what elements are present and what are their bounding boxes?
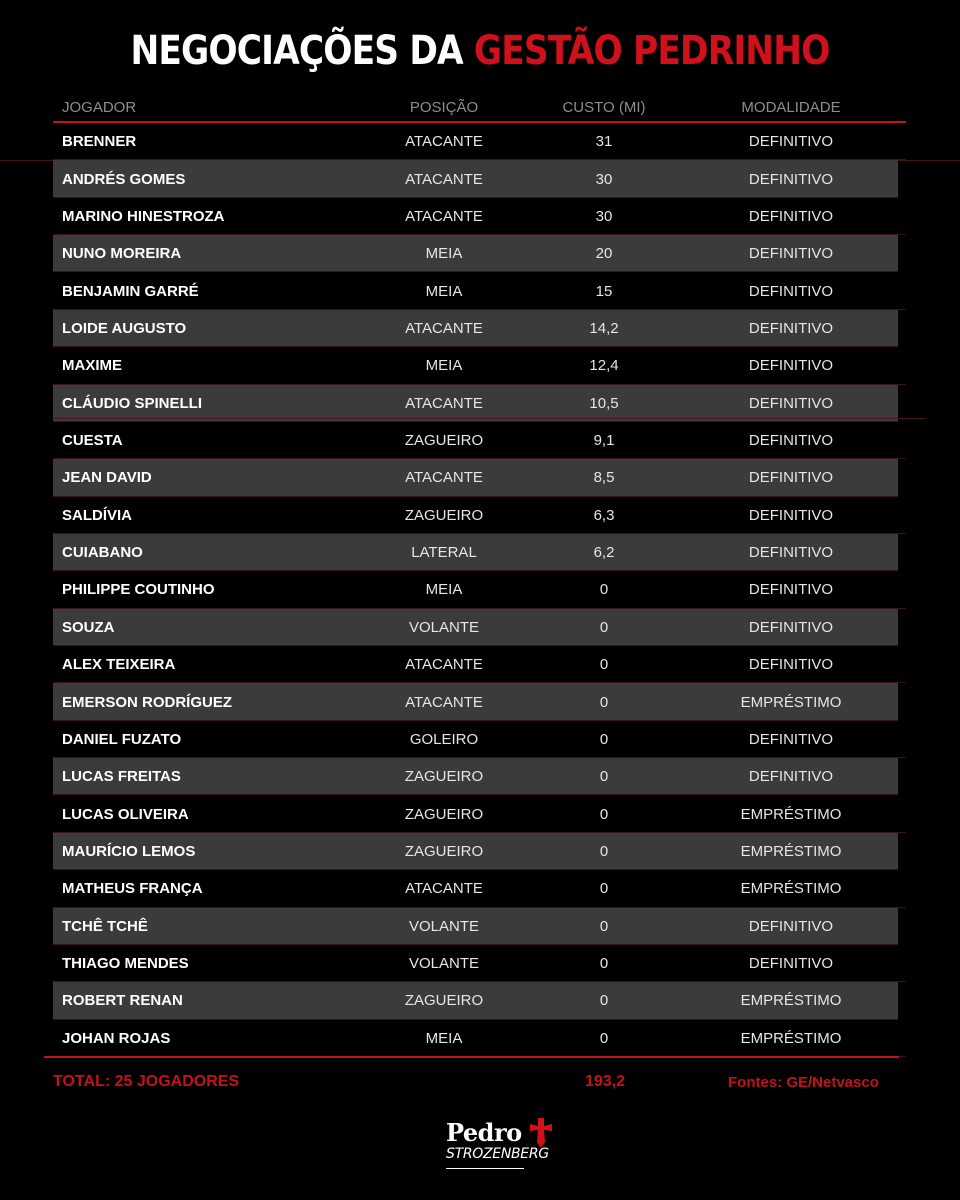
player-modality: EMPRÉSTIMO [740,1029,842,1047]
player-name: EMERSON RODRÍGUEZ [62,693,233,711]
player-name: JOHAN ROJAS [62,1029,171,1047]
player-modality: EMPRÉSTIMO [740,805,842,823]
table-row [53,982,898,1019]
player-modality: DEFINITIVO [748,544,834,562]
table-row [53,235,898,272]
decorative-line [53,418,926,419]
player-modality: DEFINITIVO [748,506,834,524]
player-cost: 0 [599,955,609,973]
player-cost: 0 [599,618,609,636]
logo-surname: STROZENBERG [446,1146,549,1162]
player-cost: 10,5 [589,394,619,412]
table-row [53,198,906,235]
player-position: ZAGUEIRO [404,432,484,450]
player-name: LUCAS OLIVEIRA [62,805,189,823]
table-row [53,945,906,982]
player-position: ZAGUEIRO [404,843,484,860]
player-name: MAURÍCIO LEMOS [62,843,196,860]
player-name: ANDRÉS GOMES [62,170,186,188]
table-row [53,758,898,795]
player-cost: 6,2 [593,544,615,562]
player-position: ATACANTE [405,170,483,188]
player-modality: DEFINITIVO [748,357,834,375]
table-row [53,646,906,683]
player-modality: DEFINITIVO [748,432,834,450]
player-name: LUCAS FREITAS [62,768,181,786]
table-row [53,310,898,347]
player-modality: DEFINITIVO [748,917,834,935]
player-cost: 0 [599,730,609,748]
player-position: MEIA [425,245,463,263]
table-row [53,123,906,160]
table-row [53,385,898,422]
player-position: ZAGUEIRO [404,992,484,1010]
player-modality: EMPRÉSTIMO [740,843,842,860]
player-name: ALEX TEIXEIRA [62,656,176,674]
player-name: ROBERT RENAN [62,992,183,1010]
player-name: PHILIPPE COUTINHO [62,581,215,599]
table-row [53,721,906,758]
player-modality: DEFINITIVO [748,245,834,263]
player-cost: 0 [599,768,609,786]
table-row [53,497,906,534]
player-position: MEIA [425,1029,463,1047]
player-name: MATHEUS FRANÇA [62,880,203,898]
player-modality: DEFINITIVO [748,282,834,300]
player-name: CUIABANO [62,544,143,562]
table-body [53,123,906,1057]
total-players: TOTAL: 25 JOGADORES [53,1073,240,1090]
player-cost: 6,3 [593,506,615,524]
player-modality: EMPRÉSTIMO [740,693,842,711]
table-row [53,609,898,646]
player-position: ATACANTE [405,656,483,674]
player-modality: DEFINITIVO [748,581,834,599]
player-cost: 0 [599,917,609,935]
table-row [53,683,898,720]
column-header-modality: MODALIDADE [741,98,841,116]
player-position: ATACANTE [405,880,483,898]
player-cost: 0 [599,693,609,711]
player-modality: DEFINITIVO [748,170,834,188]
player-position: VOLANTE [408,618,480,636]
table-header [53,92,906,122]
player-modality: EMPRÉSTIMO [740,880,842,898]
player-modality: DEFINITIVO [748,469,834,487]
column-header-position: POSIÇÃO [409,98,479,116]
player-cost: 14,2 [589,319,619,337]
table-row [53,795,906,832]
total-cost: 193,2 [584,1073,626,1090]
column-header-cost: CUSTO (MI) [562,98,646,116]
player-cost: 0 [599,1029,609,1047]
table-row [53,459,898,496]
player-name: MAXIME [62,357,122,375]
player-position: VOLANTE [408,955,480,973]
player-name: MARINO HINESTROZA [62,207,225,225]
table-row [53,272,906,309]
player-position: MEIA [425,357,463,375]
player-name: SOUZA [62,618,115,636]
player-cost: 0 [599,843,609,860]
player-position: ATACANTE [405,394,483,412]
player-name: BRENNER [62,133,137,151]
player-cost: 15 [595,282,613,300]
player-position: MEIA [425,581,463,599]
sources-note: Fontes: GE/Netvasco [728,1073,879,1091]
player-position: ZAGUEIRO [404,768,484,786]
player-name: CUESTA [62,432,123,450]
player-modality: DEFINITIVO [748,394,834,412]
player-name: CLÁUDIO SPINELLI [62,394,203,412]
player-position: MEIA [425,282,463,300]
player-cost: 12,4 [589,357,619,375]
table-row [53,422,906,459]
page-title [67,28,893,74]
logo-name: Pedro [446,1118,522,1147]
title-part-white: NEGOCIAÇÕES DA [130,28,463,74]
player-cost: 0 [599,656,609,674]
cross-icon [528,1118,554,1148]
player-position: VOLANTE [408,917,480,935]
player-cost: 30 [595,170,613,188]
table-row [53,908,898,945]
player-position: ATACANTE [405,693,483,711]
player-cost: 0 [599,992,609,1010]
player-cost: 31 [595,133,613,151]
player-modality: DEFINITIVO [748,133,834,151]
table-bottom-divider [44,1056,899,1058]
table-row [53,833,898,870]
player-name: TCHÊ TCHÊ [62,917,148,935]
table-row [53,1020,906,1057]
player-position: ATACANTE [405,469,483,487]
player-position: ATACANTE [405,319,483,337]
player-cost: 9,1 [593,432,615,450]
player-modality: DEFINITIVO [748,656,834,674]
player-position: ATACANTE [405,207,483,225]
brand-logo [446,1118,566,1174]
player-cost: 0 [599,805,609,823]
player-cost: 0 [599,581,609,599]
player-cost: 30 [595,207,613,225]
column-header-player: JOGADOR [62,98,137,116]
player-name: THIAGO MENDES [62,955,189,973]
logo-underline [446,1168,524,1169]
player-cost: 0 [599,880,609,898]
player-modality: DEFINITIVO [748,768,834,786]
player-modality: EMPRÉSTIMO [740,992,842,1010]
table-row [53,870,906,907]
table-row [53,160,898,197]
title-part-red: GESTÃO PEDRINHO [473,28,830,74]
player-position: GOLEIRO [409,730,479,748]
table-row [53,347,906,384]
player-name: JEAN DAVID [62,469,152,487]
player-modality: DEFINITIVO [748,730,834,748]
player-name: BENJAMIN GARRÉ [62,282,199,300]
player-position: LATERAL [411,544,477,562]
player-modality: DEFINITIVO [748,955,834,973]
player-position: ZAGUEIRO [404,805,484,823]
player-name: SALDÍVIA [62,506,133,524]
player-name: DANIEL FUZATO [62,730,182,748]
player-modality: DEFINITIVO [748,618,834,636]
table-row [53,534,898,571]
player-cost: 8,5 [593,469,615,487]
player-modality: DEFINITIVO [748,319,834,337]
player-name: LOIDE AUGUSTO [62,319,187,337]
table-row [53,571,906,608]
player-position: ZAGUEIRO [404,506,484,524]
player-name: NUNO MOREIRA [62,245,182,263]
player-position: ATACANTE [405,133,483,151]
player-cost: 20 [595,245,613,263]
player-modality: DEFINITIVO [748,207,834,225]
